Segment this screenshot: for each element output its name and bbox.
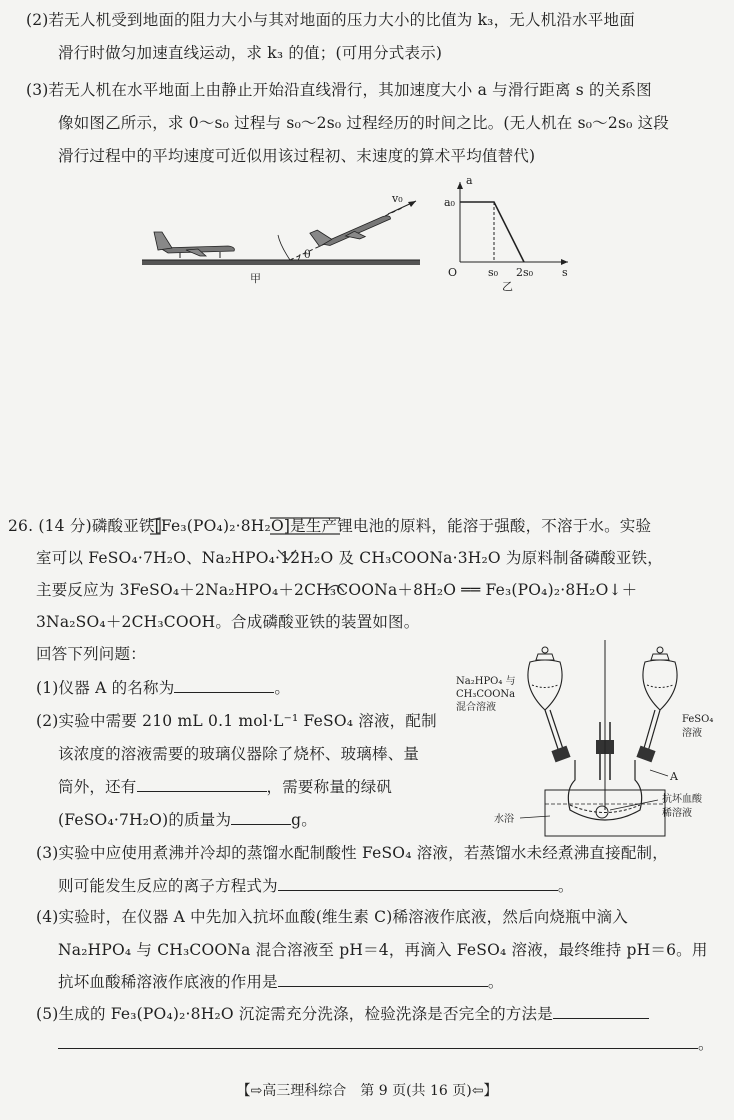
s0-label: s₀: [488, 266, 499, 279]
label-bath: 水浴: [494, 814, 514, 825]
label-left-2: CH₃COONa: [456, 689, 516, 700]
figure-yi-caption: 乙: [502, 280, 513, 292]
answer-blank-2b[interactable]: [231, 810, 291, 825]
q26-p3-line1: (3)实验中应使用煮沸并冷却的蒸馏水配制酸性 FeSO₄ 溶液，若蒸馏水未经煮沸直接配制，: [36, 844, 668, 862]
q25-part3-line2: 像如图乙所示，求 0～s₀ 过程与 s₀～2s₀ 过程经历的时间之比。(无人机在 s₀～2s₀ 这段: [58, 114, 670, 132]
label-left-3: 混合溶液: [456, 702, 496, 713]
label-right-1: FeSO₄: [682, 714, 714, 725]
q26-p2-line3: 筒外，还有 ，需要称量的绿矾: [58, 778, 393, 796]
q25-part3-line3: 滑行过程中的平均速度可近似用该过程初、末速度的算术平均值替代): [58, 147, 536, 165]
q25-part3-line1: (3)若无人机在水平地面上由静止开始沿直线滑行，其加速度大小 a 与滑行距离 s 的关系图: [26, 81, 652, 99]
origin-label: O: [448, 266, 458, 279]
answer-blank-4[interactable]: [278, 972, 488, 987]
q26-p4-line2: Na₂HPO₄ 与 CH₃COONa 混合溶液至 pH＝4，再滴入 FeSO₄ 溶液，最终维持 pH＝6。用: [58, 941, 708, 959]
q26-p4-line3: 抗坏血酸稀溶液作底液的作用是 。: [58, 973, 504, 991]
a-s-curve: [460, 202, 524, 262]
answer-blank-5b[interactable]: [58, 1034, 698, 1049]
handwritten-scribbles: [150, 514, 350, 614]
label-right-2: 溶液: [682, 728, 702, 739]
q25-part2-line1: (2)若无人机受到地面的阻力大小与其对地面的压力大小的比值为 k₃，无人机沿水平地面: [26, 11, 635, 29]
figure-jia: [140, 190, 430, 290]
q26-line2: 室可以 FeSO₄·7H₂O、Na₂HPO₄·12H₂O 及 CH₃COONa·3H₂O 为原料制备磷酸亚铁，: [36, 549, 663, 567]
q26-prompt: 回答下列问题：: [36, 645, 146, 663]
label-vitc-1: 抗坏血酸: [662, 794, 702, 805]
apparatus-figure: [450, 640, 720, 840]
axis-a-label: a: [466, 174, 473, 187]
q26-p1: (1)仪器 A 的名称为 。: [36, 679, 291, 697]
label-A: A: [670, 770, 678, 783]
q26-p2-line2: 该浓度的溶液需要的玻璃仪器除了烧杯、玻璃棒、量: [58, 745, 420, 763]
answer-blank-5a[interactable]: [553, 1004, 649, 1019]
right-dropping-funnel: [636, 647, 677, 762]
axis-s-label: s: [562, 266, 568, 279]
angle-theta: θ: [304, 248, 311, 261]
plane-on-ground-icon: [154, 232, 234, 258]
q26-p5-line1: (5)生成的 Fe₃(PO₄)₂·8H₂O 沉淀需充分洗涤，检验洗涤是否完全的方法是: [36, 1004, 649, 1024]
q25-part2-line2: 滑行时做匀加速直线运动，求 k₃ 的值；(可用分式表示): [58, 44, 443, 62]
label-left-1: Na₂HPO₄ 与: [456, 676, 516, 687]
q26-line4: 3Na₂SO₄＋2CH₃COOH。合成磷酸亚铁的装置如图。: [36, 613, 420, 631]
plane-climbing-icon: [310, 203, 394, 255]
figure-jia-caption: 甲: [250, 272, 261, 285]
velocity-label: v₀: [392, 192, 403, 205]
q26-p5-line2: 。: [58, 1034, 714, 1054]
ground-hatch: [142, 260, 420, 265]
label-vitc-2: 稀溶液: [662, 808, 692, 819]
q26-line3: 主要反应为 3FeSO₄＋2Na₂HPO₄＋2CH₃COONa＋8H₂O ══ Fe₃(PO₄)₂·8H₂O↓＋: [36, 581, 638, 599]
a0-label: a₀: [444, 196, 455, 209]
q26-p2-line1: (2)实验中需要 210 mL 0.1 mol·L⁻¹ FeSO₄ 溶液，配制: [36, 712, 437, 730]
answer-blank-3[interactable]: [278, 876, 558, 891]
left-dropping-funnel: [528, 647, 571, 762]
q26-p4-line1: (4)实验时，在仪器 A 中先加入抗坏血酸(维生素 C)稀溶液作底液，然后向烧瓶中滴入: [36, 908, 628, 926]
q26-p3-line2: 则可能发生反应的离子方程式为 。: [58, 877, 574, 895]
q26-p2-line4: (FeSO₄·7H₂O)的质量为 g。: [58, 811, 317, 829]
figure-yi: [440, 172, 580, 292]
answer-blank-2a[interactable]: [137, 777, 267, 792]
page-footer: 【⇨高三理科综合 第 9 页(共 16 页)⇦】: [236, 1083, 498, 1099]
answer-blank-1[interactable]: [174, 678, 274, 693]
q26-line1: 26. (14 分)磷酸亚铁[Fe₃(PO₄)₂·8H₂O]是生产锂电池的原料，能溶于强酸，不溶于水。实验: [8, 517, 652, 535]
velocity-arrow-icon: [408, 201, 416, 207]
2s0-label: 2s₀: [516, 266, 534, 279]
